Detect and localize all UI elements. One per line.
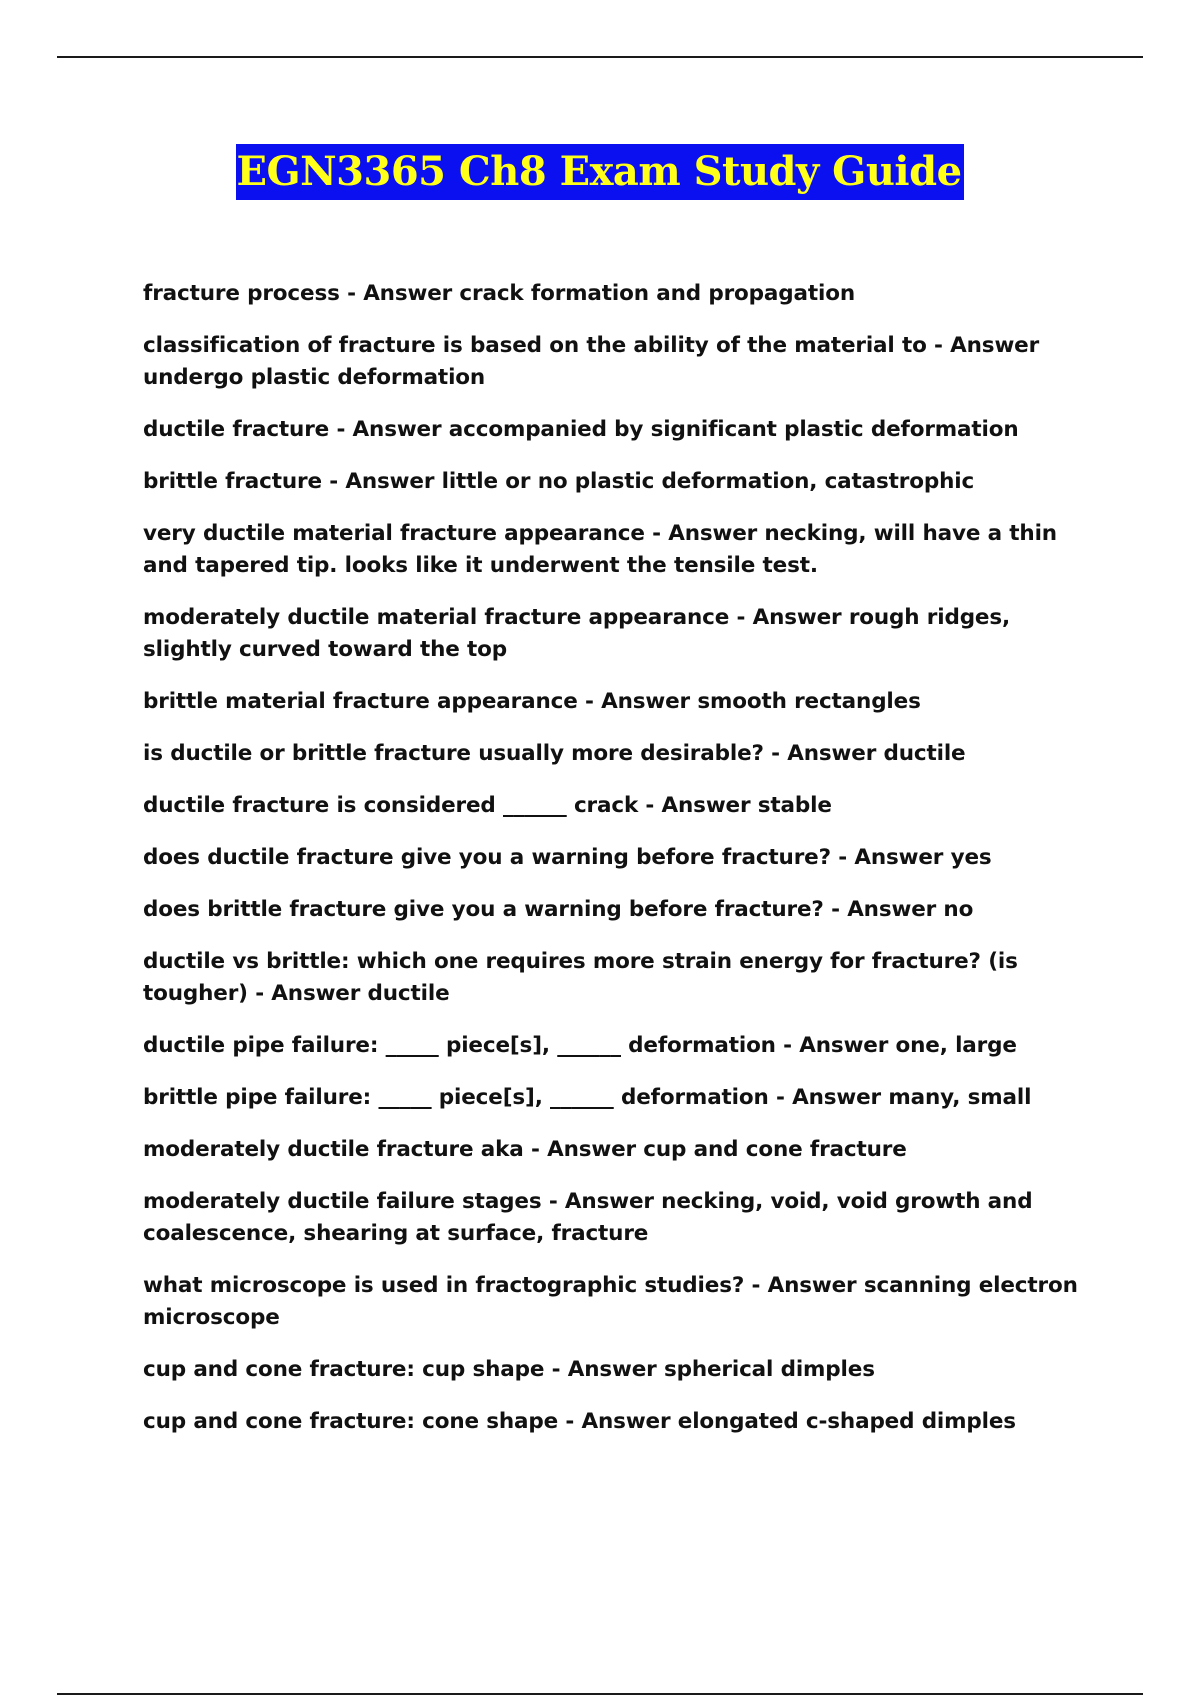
title-banner xyxy=(0,144,1200,200)
qa-list xyxy=(143,278,1098,1458)
qa-item: does ductile fracture give you a warning before fracture? - Answer yes xyxy=(143,845,992,870)
qa-item: ductile vs brittle: which one requires more strain energy for fracture? (is tougher) - Answer ductile xyxy=(143,949,1018,1006)
qa-item: brittle material fracture appearance - Answer smooth rectangles xyxy=(143,689,921,714)
qa-item: fracture process - Answer crack formation and propagation xyxy=(143,281,855,306)
qa-item: ductile fracture - Answer accompanied by significant plastic deformation xyxy=(143,417,1019,442)
footer-rule xyxy=(57,1693,1143,1695)
qa-item: moderately ductile material fracture appearance - Answer rough ridges, slightly curved toward the top xyxy=(143,605,1011,662)
qa-item: brittle pipe failure: _____ piece[s], ______ deformation - Answer many, small xyxy=(143,1085,1032,1110)
qa-item: classification of fracture is based on the ability of the material to - Answer undergo plastic deformation xyxy=(143,333,1040,390)
qa-item: does brittle fracture give you a warning before fracture? - Answer no xyxy=(143,897,974,922)
qa-item: ductile fracture is considered ______ crack - Answer stable xyxy=(143,793,832,818)
qa-item: what microscope is used in fractographic studies? - Answer scanning electron microscope xyxy=(143,1273,1078,1330)
header-rule xyxy=(57,56,1143,58)
qa-item: ductile pipe failure: _____ piece[s], ______ deformation - Answer one, large xyxy=(143,1033,1017,1058)
qa-item: very ductile material fracture appearance - Answer necking, will have a thin and tapered tip. looks like it underwent the tensile test. xyxy=(143,521,1057,578)
qa-item: cup and cone fracture: cone shape - Answer elongated c-shaped dimples xyxy=(143,1409,1016,1434)
qa-item: brittle fracture - Answer little or no plastic deformation, catastrophic xyxy=(143,469,975,494)
qa-item: is ductile or brittle fracture usually more desirable? - Answer ductile xyxy=(143,741,966,766)
qa-item: moderately ductile fracture aka - Answer cup and cone fracture xyxy=(143,1137,907,1162)
qa-item: moderately ductile failure stages - Answer necking, void, void growth and coalescence, shearing at surface, fracture xyxy=(143,1189,1033,1246)
document-title: EGN3365 Ch8 Exam Study Guide xyxy=(236,144,963,200)
qa-item: cup and cone fracture: cup shape - Answer spherical dimples xyxy=(143,1357,875,1382)
